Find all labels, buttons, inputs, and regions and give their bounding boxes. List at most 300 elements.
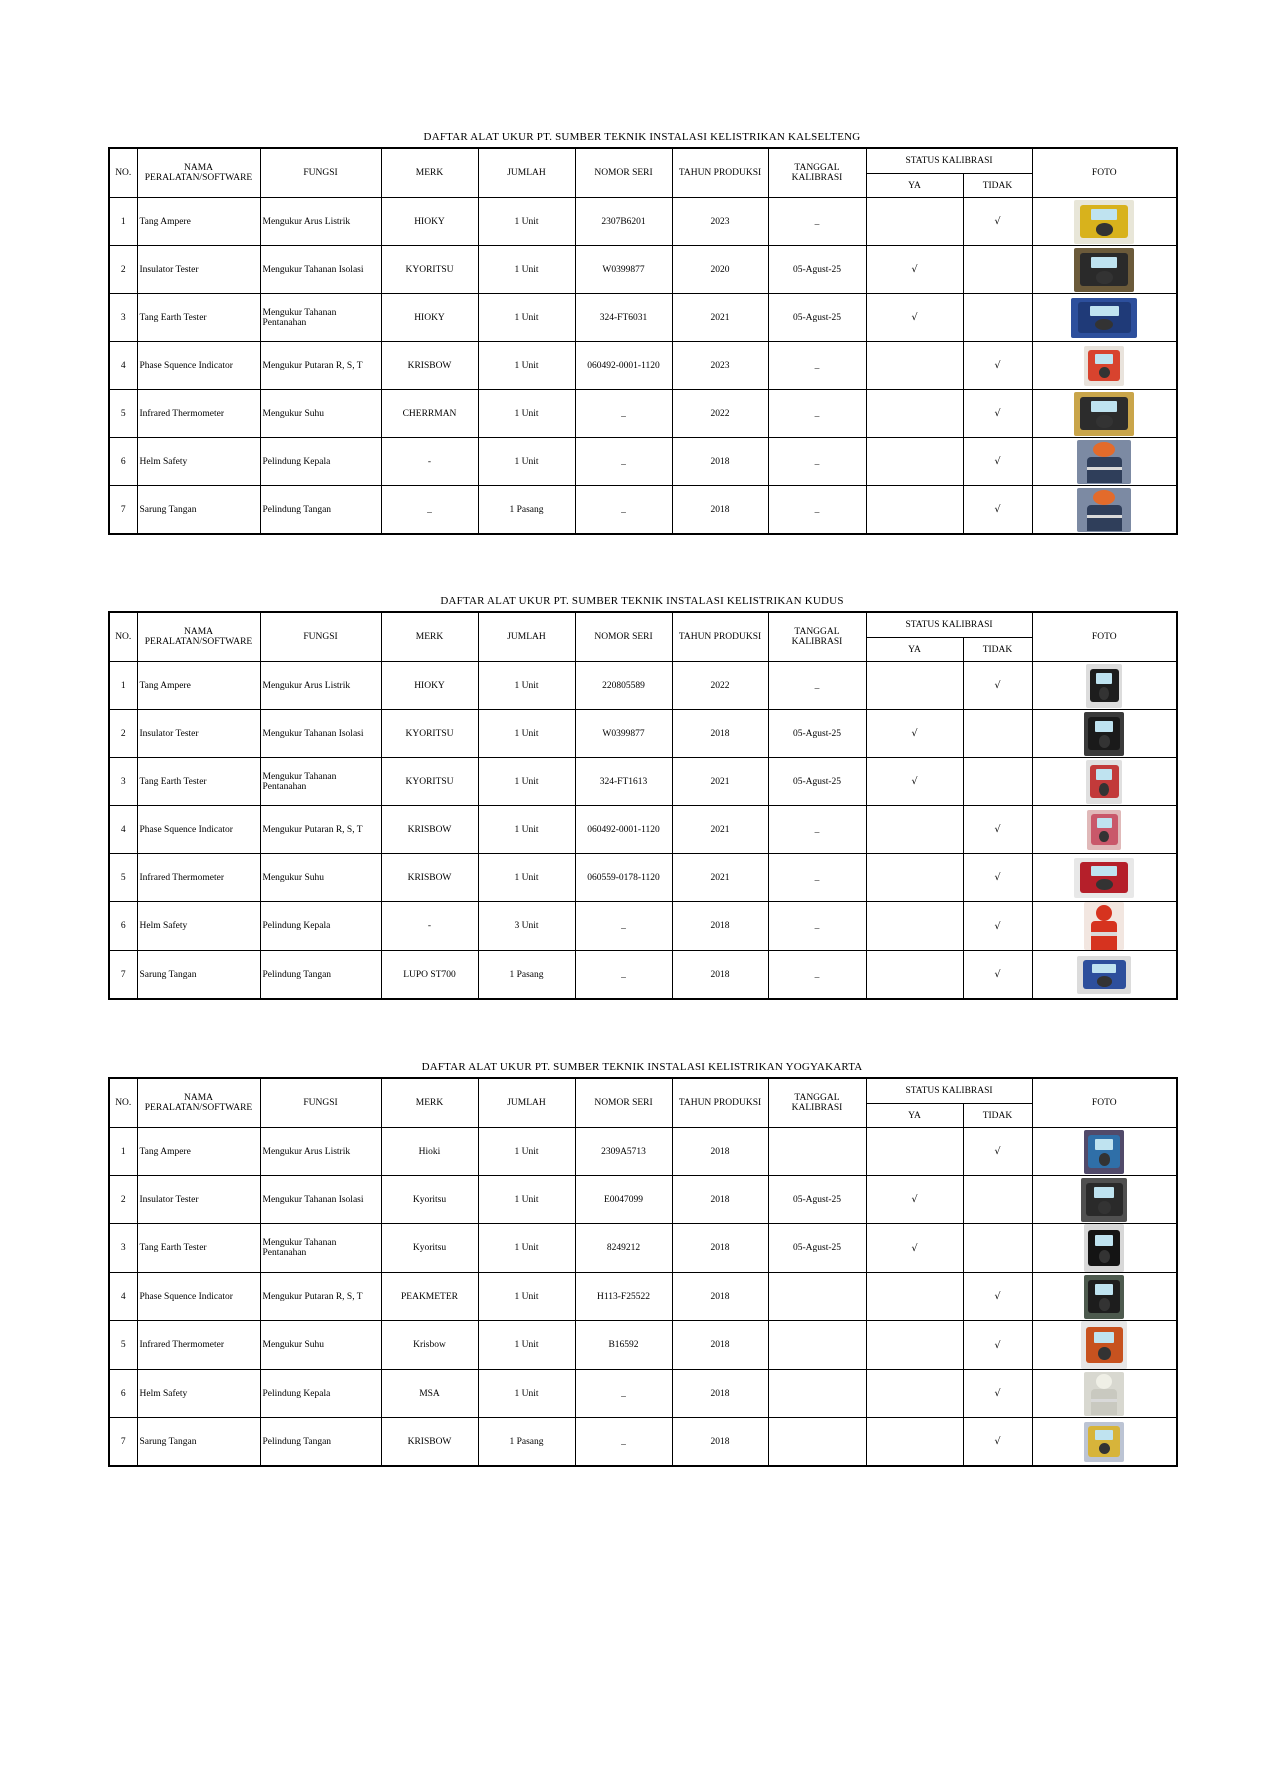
- cell-foto: [1032, 951, 1177, 1000]
- header-ya: YA: [866, 638, 963, 662]
- cell-foto: [1032, 486, 1177, 535]
- cell-tahun-produksi: 2018: [672, 486, 768, 535]
- cell-nama: Infrared Thermometer: [137, 854, 260, 902]
- cell-no: 1: [109, 198, 137, 246]
- cell-jumlah: 1 Pasang: [478, 1418, 575, 1467]
- cell-tahun-produksi: 2023: [672, 198, 768, 246]
- gloves-yellow-blue-photo: [1084, 1422, 1124, 1462]
- cell-tanggal-kalibrasi: [768, 1418, 866, 1467]
- cell-jumlah: 1 Unit: [478, 1176, 575, 1224]
- cell-ya: [866, 662, 963, 710]
- cell-no: 4: [109, 806, 137, 854]
- cell-foto: [1032, 1273, 1177, 1321]
- cell-foto: [1032, 854, 1177, 902]
- cell-tahun-produksi: 2018: [672, 1273, 768, 1321]
- phase-indicator-pink-photo: [1087, 810, 1121, 850]
- cell-jumlah: 1 Unit: [478, 246, 575, 294]
- cell-foto: [1032, 1128, 1177, 1176]
- cell-nomor-seri: 220805589: [575, 662, 672, 710]
- device-dial: [1099, 735, 1110, 747]
- cell-fungsi: Pelindung Tangan: [260, 486, 381, 535]
- cell-fungsi: Mengukur Arus Listrik: [260, 662, 381, 710]
- cell-fungsi: Pelindung Kepala: [260, 902, 381, 951]
- cell-fungsi: Mengukur Arus Listrik: [260, 198, 381, 246]
- table-row: [109, 662, 1177, 710]
- device-dial: [1099, 1298, 1110, 1310]
- header-jumlah: JUMLAH: [478, 148, 575, 198]
- thermometer-gun-photo: [1074, 858, 1134, 898]
- cell-nomor-seri: 060492-0001-1120: [575, 342, 672, 390]
- table-row: [109, 1418, 1177, 1467]
- header-tanggal-kalibrasi: TANGGAL KALIBRASI: [768, 1078, 866, 1128]
- cell-foto: [1032, 662, 1177, 710]
- header-nomor-seri: NOMOR SERI: [575, 1078, 672, 1128]
- cell-nomor-seri: _: [575, 902, 672, 951]
- cell-ya: [866, 1418, 963, 1467]
- table-row: [109, 1128, 1177, 1176]
- header-ya: YA: [866, 174, 963, 198]
- cell-jumlah: 1 Unit: [478, 390, 575, 438]
- cell-ya: [866, 1370, 963, 1418]
- cell-nama: Tang Earth Tester: [137, 1224, 260, 1273]
- device-dial: [1098, 1347, 1111, 1360]
- cell-nama: Phase Squence Indicator: [137, 1273, 260, 1321]
- device-screen: [1090, 306, 1119, 316]
- table-row: [109, 1273, 1177, 1321]
- header-fungsi: FUNGSI: [260, 1078, 381, 1128]
- cell-tahun-produksi: 2018: [672, 1321, 768, 1370]
- phase-indicator-red-photo: [1084, 346, 1124, 386]
- header-nomor-seri: NOMOR SERI: [575, 612, 672, 662]
- device-dial: [1099, 367, 1110, 378]
- device-dial: [1099, 1153, 1110, 1165]
- cell-no: 1: [109, 662, 137, 710]
- section-title: DAFTAR ALAT UKUR PT. SUMBER TEKNIK INSTALASI KELISTRIKAN KUDUS: [440, 595, 844, 607]
- cell-nomor-seri: E0047099: [575, 1176, 672, 1224]
- cell-fungsi: Mengukur Putaran R, S, T: [260, 806, 381, 854]
- cell-nomor-seri: W0399877: [575, 246, 672, 294]
- worker-helmet-photo: [1077, 488, 1131, 532]
- cell-no: 5: [109, 854, 137, 902]
- cell-no: 5: [109, 1321, 137, 1370]
- cell-tidak: √: [963, 951, 1032, 1000]
- cell-merk: MSA: [381, 1370, 478, 1418]
- cell-tanggal-kalibrasi: [768, 1321, 866, 1370]
- cell-jumlah: 1 Unit: [478, 806, 575, 854]
- cell-tahun-produksi: 2022: [672, 662, 768, 710]
- cell-nomor-seri: _: [575, 486, 672, 535]
- thermometer-case-photo: [1074, 392, 1134, 436]
- cell-nomor-seri: _: [575, 1370, 672, 1418]
- cell-tahun-produksi: 2018: [672, 902, 768, 951]
- cell-merk: KRISBOW: [381, 854, 478, 902]
- cell-nomor-seri: B16592: [575, 1321, 672, 1370]
- cell-tanggal-kalibrasi: 05-Agust-25: [768, 1176, 866, 1224]
- cell-tahun-produksi: 2021: [672, 294, 768, 342]
- cell-nama: Insulator Tester: [137, 710, 260, 758]
- cell-jumlah: 1 Unit: [478, 758, 575, 806]
- cell-ya: [866, 486, 963, 535]
- table-row: [109, 854, 1177, 902]
- cell-tidak: √: [963, 486, 1032, 535]
- cell-foto: [1032, 438, 1177, 486]
- device-screen: [1091, 257, 1117, 268]
- table-row: [109, 294, 1177, 342]
- cell-merk: LUPO ST700: [381, 951, 478, 1000]
- device-dial: [1099, 687, 1109, 699]
- reflective-stripe: [1087, 467, 1122, 471]
- cell-merk: HIOKY: [381, 294, 478, 342]
- cell-tidak: √: [963, 1370, 1032, 1418]
- header-nama: NAMA PERALATAN/SOFTWARE: [137, 1078, 260, 1128]
- cell-no: 3: [109, 294, 137, 342]
- device-dial: [1096, 879, 1113, 890]
- cell-ya: √: [866, 1176, 963, 1224]
- cell-fungsi: Mengukur Arus Listrik: [260, 1128, 381, 1176]
- cell-merk: Krisbow: [381, 1321, 478, 1370]
- cell-no: 4: [109, 342, 137, 390]
- header-merk: MERK: [381, 1078, 478, 1128]
- header-tidak: TIDAK: [963, 1104, 1032, 1128]
- cell-merk: Hioki: [381, 1128, 478, 1176]
- cell-tidak: [963, 1176, 1032, 1224]
- inventory-section: [108, 127, 1176, 535]
- cell-ya: √: [866, 710, 963, 758]
- cell-nama: Insulator Tester: [137, 1176, 260, 1224]
- device-dial: [1096, 223, 1113, 235]
- header-tahun-produksi: TAHUN PRODUKSI: [672, 148, 768, 198]
- cell-no: 2: [109, 710, 137, 758]
- cell-merk: PEAKMETER: [381, 1273, 478, 1321]
- cell-ya: √: [866, 294, 963, 342]
- device-dial: [1096, 415, 1113, 427]
- device-screen: [1095, 1235, 1113, 1247]
- header-nama: NAMA PERALATAN/SOFTWARE: [137, 148, 260, 198]
- cell-nomor-seri: 060492-0001-1120: [575, 806, 672, 854]
- cell-tanggal-kalibrasi: 05-Agust-25: [768, 246, 866, 294]
- cell-fungsi: Mengukur Tahanan Pentanahan: [260, 1224, 381, 1273]
- inventory-table: [108, 147, 1178, 535]
- header-tidak: TIDAK: [963, 174, 1032, 198]
- cell-tanggal-kalibrasi: _: [768, 662, 866, 710]
- header-fungsi: FUNGSI: [260, 148, 381, 198]
- cell-tidak: √: [963, 662, 1032, 710]
- section-title: DAFTAR ALAT UKUR PT. SUMBER TEKNIK INSTALASI KELISTRIKAN KALSELTENG: [423, 131, 861, 143]
- torso-shape: [1087, 505, 1122, 531]
- cell-fungsi: Pelindung Kepala: [260, 1370, 381, 1418]
- cell-merk: KRISBOW: [381, 1418, 478, 1467]
- header-tanggal-kalibrasi: TANGGAL KALIBRASI: [768, 612, 866, 662]
- cell-ya: √: [866, 246, 963, 294]
- cell-tahun-produksi: 2018: [672, 438, 768, 486]
- cell-tanggal-kalibrasi: 05-Agust-25: [768, 1224, 866, 1273]
- cell-jumlah: 1 Unit: [478, 662, 575, 710]
- cell-jumlah: 1 Unit: [478, 198, 575, 246]
- cell-ya: [866, 342, 963, 390]
- cell-tidak: √: [963, 1128, 1032, 1176]
- cell-tahun-produksi: 2018: [672, 1224, 768, 1273]
- cell-no: 6: [109, 902, 137, 951]
- cell-tanggal-kalibrasi: _: [768, 854, 866, 902]
- cell-ya: [866, 854, 963, 902]
- device-screen: [1097, 818, 1112, 828]
- cell-tahun-produksi: 2018: [672, 1418, 768, 1467]
- cell-jumlah: 1 Unit: [478, 342, 575, 390]
- cell-no: 2: [109, 1176, 137, 1224]
- cell-merk: _: [381, 486, 478, 535]
- cell-tahun-produksi: 2018: [672, 710, 768, 758]
- cell-tahun-produksi: 2018: [672, 1370, 768, 1418]
- reflective-stripe: [1091, 932, 1117, 936]
- cell-jumlah: 1 Unit: [478, 710, 575, 758]
- cell-tanggal-kalibrasi: _: [768, 902, 866, 951]
- cell-ya: √: [866, 1224, 963, 1273]
- cell-nomor-seri: _: [575, 951, 672, 1000]
- cell-no: 3: [109, 1224, 137, 1273]
- cell-nama: Tang Earth Tester: [137, 294, 260, 342]
- cell-jumlah: 1 Pasang: [478, 951, 575, 1000]
- earth-tester-red-photo: [1086, 760, 1122, 804]
- cell-foto: [1032, 390, 1177, 438]
- insulation-tester-gray-photo: [1081, 1178, 1127, 1222]
- inventory-table: [108, 611, 1178, 1000]
- table-row: [109, 390, 1177, 438]
- inventory-table: [108, 1077, 1178, 1467]
- table-row: [109, 1224, 1177, 1273]
- cell-no: 3: [109, 758, 137, 806]
- header-merk: MERK: [381, 612, 478, 662]
- header-tahun-produksi: TAHUN PRODUKSI: [672, 1078, 768, 1128]
- cell-tidak: √: [963, 198, 1032, 246]
- header-foto: FOTO: [1032, 1078, 1177, 1128]
- cell-merk: HIOKY: [381, 662, 478, 710]
- cell-fungsi: Pelindung Kepala: [260, 438, 381, 486]
- cell-tanggal-kalibrasi: _: [768, 198, 866, 246]
- device-dial: [1099, 783, 1109, 795]
- cell-tahun-produksi: 2021: [672, 854, 768, 902]
- table-row: [109, 438, 1177, 486]
- header-no: NO.: [109, 1078, 137, 1128]
- cell-tidak: √: [963, 1273, 1032, 1321]
- worker-helmet-photo: [1077, 440, 1131, 484]
- cell-fungsi: Mengukur Suhu: [260, 854, 381, 902]
- cell-foto: [1032, 246, 1177, 294]
- cell-tahun-produksi: 2021: [672, 758, 768, 806]
- device-dial: [1097, 976, 1112, 987]
- cell-nama: Infrared Thermometer: [137, 1321, 260, 1370]
- gloves-blue-photo: [1077, 956, 1131, 994]
- header-fungsi: FUNGSI: [260, 612, 381, 662]
- thermometer-orange-photo: [1081, 1321, 1127, 1369]
- device-screen: [1091, 866, 1117, 876]
- cell-no: 7: [109, 951, 137, 1000]
- clamp-meter-yellow-photo: [1074, 200, 1134, 244]
- cell-jumlah: 1 Pasang: [478, 486, 575, 535]
- cell-nama: Tang Ampere: [137, 198, 260, 246]
- cell-tanggal-kalibrasi: 05-Agust-25: [768, 710, 866, 758]
- device-screen: [1091, 401, 1117, 412]
- cell-nama: Helm Safety: [137, 438, 260, 486]
- cell-no: 2: [109, 246, 137, 294]
- table-row: [109, 902, 1177, 951]
- cell-nomor-seri: _: [575, 1418, 672, 1467]
- cell-merk: KYORITSU: [381, 246, 478, 294]
- device-screen: [1095, 1284, 1113, 1295]
- cell-tidak: √: [963, 390, 1032, 438]
- cell-tanggal-kalibrasi: _: [768, 806, 866, 854]
- table-row: [109, 951, 1177, 1000]
- device-screen: [1095, 354, 1113, 364]
- header-no: NO.: [109, 612, 137, 662]
- cell-jumlah: 1 Unit: [478, 294, 575, 342]
- table-row: [109, 806, 1177, 854]
- cell-nama: Helm Safety: [137, 1370, 260, 1418]
- cell-merk: KYORITSU: [381, 710, 478, 758]
- cell-nomor-seri: W0399877: [575, 710, 672, 758]
- earth-tester-blue-photo: [1071, 298, 1137, 338]
- header-nomor-seri: NOMOR SERI: [575, 148, 672, 198]
- cell-tahun-produksi: 2018: [672, 951, 768, 1000]
- device-dial: [1096, 271, 1113, 283]
- cell-tidak: √: [963, 438, 1032, 486]
- cell-tanggal-kalibrasi: _: [768, 438, 866, 486]
- cell-tahun-produksi: 2021: [672, 806, 768, 854]
- cell-nama: Phase Squence Indicator: [137, 342, 260, 390]
- inventory-section: [108, 1057, 1176, 1467]
- cell-tanggal-kalibrasi: 05-Agust-25: [768, 294, 866, 342]
- cell-tidak: [963, 710, 1032, 758]
- cell-tanggal-kalibrasi: [768, 1128, 866, 1176]
- table-row: [109, 246, 1177, 294]
- header-merk: MERK: [381, 148, 478, 198]
- header-nama: NAMA PERALATAN/SOFTWARE: [137, 612, 260, 662]
- torso-shape: [1091, 1389, 1117, 1415]
- table-row: [109, 710, 1177, 758]
- cell-foto: [1032, 198, 1177, 246]
- cell-merk: HIOKY: [381, 198, 478, 246]
- cell-merk: KYORITSU: [381, 758, 478, 806]
- cell-no: 6: [109, 438, 137, 486]
- cell-ya: [866, 198, 963, 246]
- cell-nomor-seri: 2309A5713: [575, 1128, 672, 1176]
- cell-fungsi: Mengukur Tahanan Isolasi: [260, 1176, 381, 1224]
- cell-tahun-produksi: 2023: [672, 342, 768, 390]
- cell-tanggal-kalibrasi: [768, 1370, 866, 1418]
- cell-merk: Kyoritsu: [381, 1176, 478, 1224]
- table-row: [109, 486, 1177, 535]
- torso-shape: [1087, 457, 1122, 483]
- device-screen: [1091, 209, 1117, 220]
- cell-jumlah: 1 Unit: [478, 1224, 575, 1273]
- cell-merk: KRISBOW: [381, 342, 478, 390]
- insulation-tester-dark-photo: [1084, 712, 1124, 756]
- cell-nomor-seri: 8249212: [575, 1224, 672, 1273]
- table-row: [109, 758, 1177, 806]
- cell-ya: [866, 951, 963, 1000]
- cell-foto: [1032, 1224, 1177, 1273]
- device-screen: [1094, 1187, 1114, 1198]
- cell-jumlah: 1 Unit: [478, 854, 575, 902]
- table-row: [109, 198, 1177, 246]
- cell-foto: [1032, 342, 1177, 390]
- cell-nama: Sarung Tangan: [137, 486, 260, 535]
- cell-merk: CHERRMAN: [381, 390, 478, 438]
- clamp-meter-dark-photo: [1086, 664, 1122, 708]
- cell-ya: [866, 1321, 963, 1370]
- header-status-kalibrasi: STATUS KALIBRASI: [866, 1078, 1032, 1104]
- cell-fungsi: Mengukur Tahanan Pentanahan: [260, 758, 381, 806]
- cell-tanggal-kalibrasi: _: [768, 342, 866, 390]
- cell-nomor-seri: 324-FT6031: [575, 294, 672, 342]
- device-screen: [1094, 1332, 1114, 1344]
- cell-no: 7: [109, 486, 137, 535]
- earth-tester-black-photo: [1084, 1224, 1124, 1272]
- cell-nomor-seri: 324-FT1613: [575, 758, 672, 806]
- header-foto: FOTO: [1032, 148, 1177, 198]
- cell-ya: √: [866, 758, 963, 806]
- cell-nama: Insulator Tester: [137, 246, 260, 294]
- cell-tanggal-kalibrasi: _: [768, 390, 866, 438]
- cell-no: 4: [109, 1273, 137, 1321]
- header-tahun-produksi: TAHUN PRODUKSI: [672, 612, 768, 662]
- helmet-shape: [1096, 1374, 1112, 1389]
- table-row: [109, 342, 1177, 390]
- cell-nama: Helm Safety: [137, 902, 260, 951]
- cell-jumlah: 1 Unit: [478, 1128, 575, 1176]
- cell-tahun-produksi: 2018: [672, 1176, 768, 1224]
- cell-nama: Sarung Tangan: [137, 951, 260, 1000]
- cell-no: 6: [109, 1370, 137, 1418]
- cell-foto: [1032, 1176, 1177, 1224]
- cell-tahun-produksi: 2022: [672, 390, 768, 438]
- cell-nomor-seri: _: [575, 390, 672, 438]
- cell-nama: Infrared Thermometer: [137, 390, 260, 438]
- cell-tidak: [963, 246, 1032, 294]
- header-tanggal-kalibrasi: TANGGAL KALIBRASI: [768, 148, 866, 198]
- cell-tidak: √: [963, 342, 1032, 390]
- helmet-shape: [1096, 905, 1112, 921]
- cell-nomor-seri: 2307B6201: [575, 198, 672, 246]
- cell-foto: [1032, 1370, 1177, 1418]
- insulation-tester-case-photo: [1074, 248, 1134, 292]
- cell-nomor-seri: H113-F25522: [575, 1273, 672, 1321]
- cell-ya: [866, 1128, 963, 1176]
- helmet-shape: [1093, 490, 1115, 505]
- device-screen: [1095, 1139, 1113, 1150]
- cell-nama: Tang Ampere: [137, 1128, 260, 1176]
- cell-jumlah: 1 Unit: [478, 1273, 575, 1321]
- header-foto: FOTO: [1032, 612, 1177, 662]
- cell-merk: -: [381, 902, 478, 951]
- cell-nama: Phase Squence Indicator: [137, 806, 260, 854]
- cell-fungsi: Mengukur Tahanan Isolasi: [260, 710, 381, 758]
- cell-tidak: [963, 758, 1032, 806]
- cell-tidak: [963, 294, 1032, 342]
- cell-foto: [1032, 806, 1177, 854]
- cell-tanggal-kalibrasi: _: [768, 486, 866, 535]
- device-screen: [1092, 964, 1116, 973]
- cell-tidak: [963, 1224, 1032, 1273]
- cell-fungsi: Pelindung Tangan: [260, 951, 381, 1000]
- cell-tanggal-kalibrasi: 05-Agust-25: [768, 758, 866, 806]
- cell-fungsi: Mengukur Suhu: [260, 1321, 381, 1370]
- cell-ya: [866, 806, 963, 854]
- cell-nama: Tang Earth Tester: [137, 758, 260, 806]
- phase-indicator-cables-photo: [1084, 1275, 1124, 1319]
- cell-tahun-produksi: 2018: [672, 1128, 768, 1176]
- inventory-section: [108, 591, 1176, 1000]
- cell-tahun-produksi: 2020: [672, 246, 768, 294]
